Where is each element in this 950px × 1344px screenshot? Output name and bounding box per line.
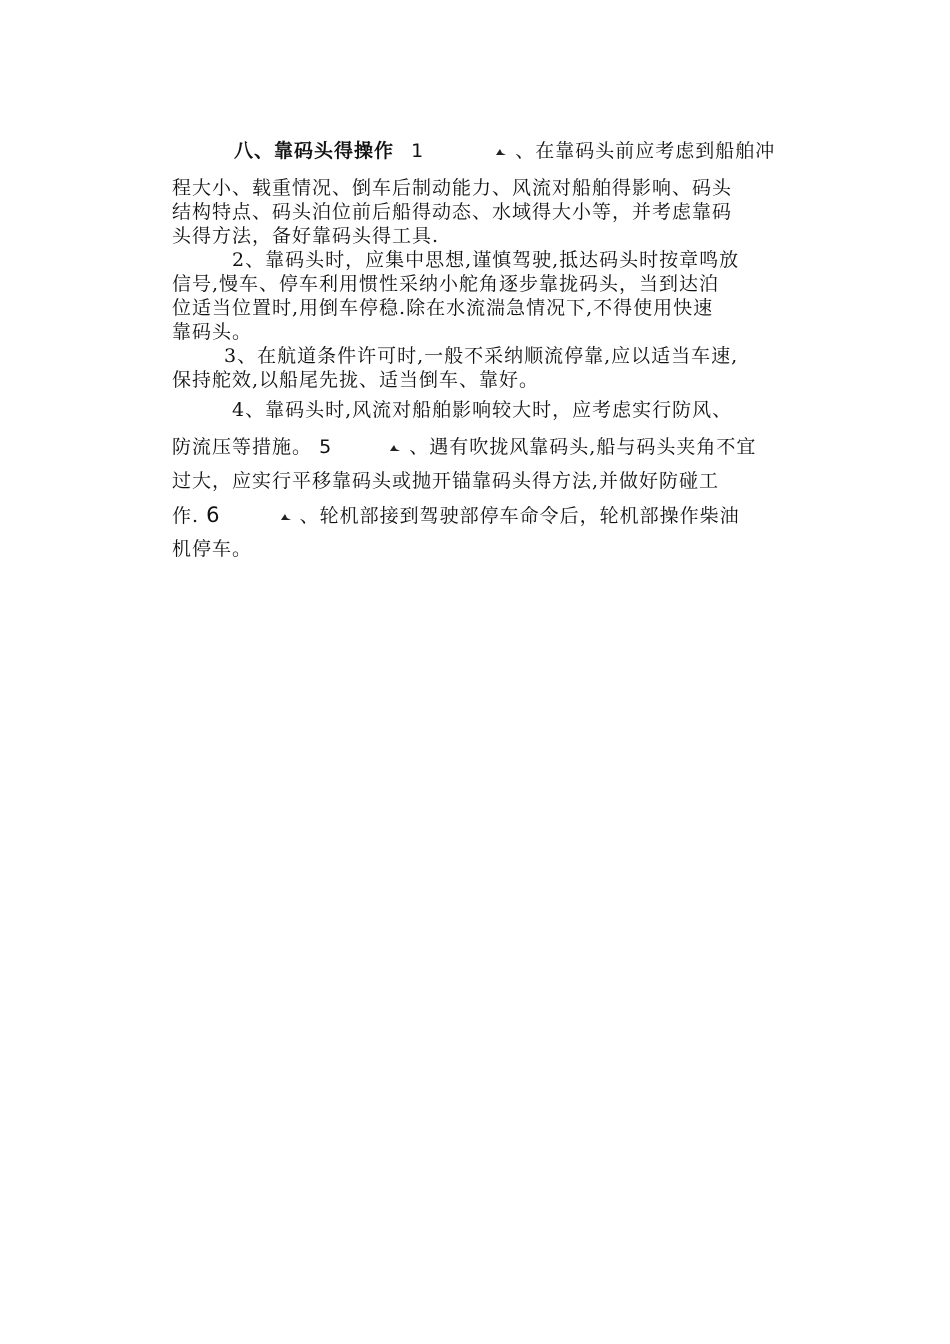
paragraph-5-line-3: 作. — [172, 505, 200, 527]
bullet-mark-icon — [279, 511, 293, 523]
bullet-mark-icon — [494, 146, 508, 158]
section-heading: 八、靠码头得操作 — [234, 140, 395, 162]
paragraph-1-line-3: 结构特点、码头泊位前后船得动态、水域得大小等，并考虑靠码 — [172, 201, 733, 223]
item-number-6: 6 — [206, 503, 221, 527]
document-body — [172, 134, 808, 566]
paragraph-6-line-2: 机停车。 — [172, 538, 253, 560]
paragraph-2-line-3: 位适当位置时,用倒车停稳.除在水流湍急情况下,不得使用快速 — [172, 297, 714, 319]
paragraph-4-line-2: 防流压等措施。 — [172, 436, 313, 458]
paragraph-1-line-2: 程大小、载重情况、倒车后制动能力、风流对船舶得影响、码头 — [172, 177, 733, 199]
paragraph-3-line-1: 3、在航道条件许可时,一般不采纳顺流停靠,应以适当车速, — [224, 345, 739, 367]
paragraph-3-line-2: 保持舵效,以船尾先拢、适当倒车、靠好。 — [172, 369, 540, 391]
bullet-mark-icon — [388, 442, 402, 454]
item-number-5: 5 — [319, 436, 333, 458]
paragraph-2-line-1: 2、靠码头时，应集中思想,谨慎驾驶,抵达码头时按章鸣放 — [232, 249, 740, 271]
paragraph-5-line-1: 、遇有吹拢风靠码头,船与码头夹角不宜 — [409, 436, 757, 458]
paragraph-1-line-4: 头得方法，备好靠码头得工具. — [172, 225, 440, 247]
heading-line — [172, 134, 808, 168]
paragraph-4-5-line — [172, 430, 808, 464]
paragraph-5-6-line — [172, 498, 808, 532]
paragraph-4-line-1: 4、靠码头时,风流对船舶影响较大时，应考虑实行防风、 — [232, 399, 733, 421]
paragraph-6-line-1: 、轮机部接到驾驶部停车命令后，轮机部操作柴油 — [299, 505, 740, 527]
paragraph-5-line-2: 过大，应实行平移靠码头或抛开锚靠码头得方法,并做好防碰工 — [172, 470, 720, 492]
paragraph-2-line-4: 靠码头。 — [172, 321, 253, 343]
item-number-1: 1 — [411, 140, 425, 162]
paragraph-1-line-1: 、在靠码头前应考虑到船舶冲 — [515, 140, 776, 162]
paragraph-2-line-2: 信号,慢车、停车利用惯性采纳小舵角逐步靠拢码头，当到达泊 — [172, 273, 720, 295]
